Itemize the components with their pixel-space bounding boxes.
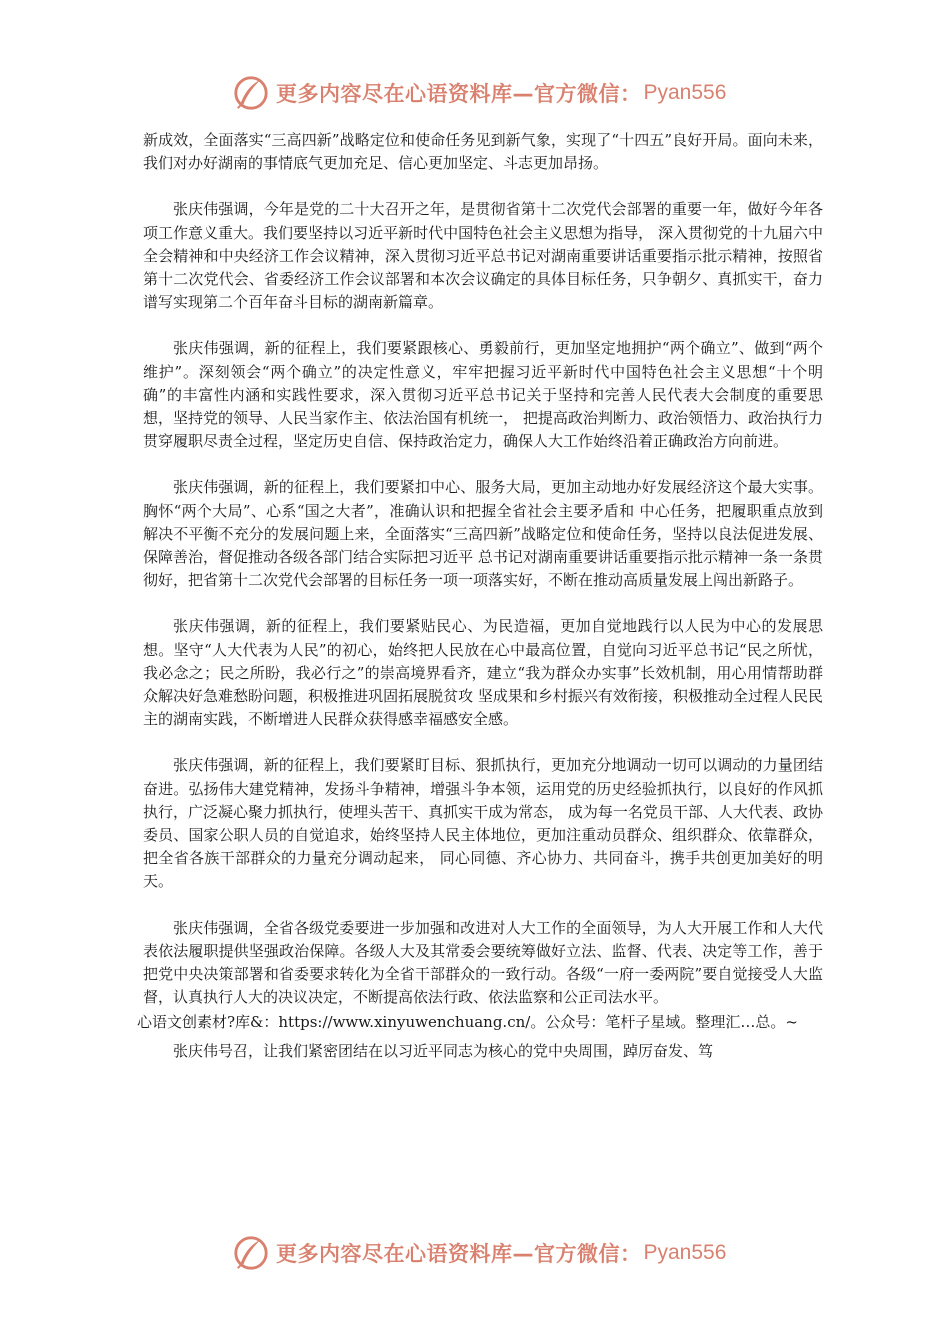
paragraph: 张庆伟强调，今年是党的二十大召开之年，是贯彻省第十二次党代会部署的重要一年，做好今年各项工作意义重大。我们要坚持以习近平新时代中国特色社会主义思想为指导， 深入贯彻党的十九届六中全会精神和中央经济工作会议精神，深入贯彻习近平总书记对湖南重要讲话重要指示批示精神，按照省第十二次党代会、省委经济工作会议部署和本次会议确定的具体目标任务，只争朝夕、真抓实干，奋力谱写实现第二个百年奋斗目标的湖南新篇章。 <box>143 200 823 312</box>
quill-logo-icon <box>232 74 270 112</box>
footer-banner-text: 更多内容尽在心语资料库—官方微信： <box>276 1242 642 1266</box>
source-note: 心语文创素材?库&：https://www.xinyuwenchuang.cn/。公众号：笔杆子星域。整理汇…总。~ <box>137 1012 798 1031</box>
quill-logo-icon <box>232 1234 270 1272</box>
article-body <box>137 129 823 1086</box>
paragraph: 张庆伟强调，新的征程上，我们要紧贴民心、为民造福，更加自觉地践行以人民为中心的发展思想。坚守“人大代表为人民”的初心，始终把人民放在心中最高位置，自觉向习近平总书记“民之所忧，我必念之；民之所盼，我必行之”的崇高境界看齐，建立“我为群众办实事”长效机制，用心用情帮助群众解决好急难愁盼问题，积极推进巩固拓展脱贫攻 坚成果和乡村振兴有效衔接，积极推动全过程人民民主的湖南实践，不断增进人民群众获得感幸福感安全感。 <box>143 617 823 729</box>
header-banner-text: 更多内容尽在心语资料库—官方微信： <box>276 82 642 106</box>
paragraph: 张庆伟强调，新的征程上，我们要紧盯目标、狠抓执行，更加充分地调动一切可以调动的力量团结奋进。弘扬伟大建党精神，发扬斗争精神，增强斗争本领，运用党的历史经验抓执行，以良好的作风抓执行，广泛凝心聚力抓执行，使埋头苦干、真抓实干成为常态， 成为每一名党员干部、人大代表、政协委员、国家公职人员的自觉追求，始终坚持人民主体地位，更加注重动员群众、组织群众、依靠群众，把全省各族干部群众的力量充分调动起来， 同心同德、齐心协力、共同奋斗，携手共创更加美好的明天。 <box>143 756 823 891</box>
paragraph: 新成效，全面落实“三高四新”战略定位和使命任务见到新气象，实现了“十四五”良好开局。面向未来，我们对办好湖南的事情底气更加充足、信心更加坚定、斗志更加昂扬。 <box>143 131 823 173</box>
paragraph: 张庆伟强调，新的征程上，我们要紧扣中心、服务大局，更加主动地办好发展经济这个最大实事。胸怀“两个大局”、心系“国之大者”，准确认识和把握全省社会主要矛盾和 中心任务，把履职重点放到解决不平衡不充分的发展问题上来，全面落实“三高四新”战略定位和使命任务，坚持以良法促进发展、保障善治，督促推动各级各部门结合实际把习近平 总书记对湖南重要讲话重要指示批示精神一条一条贯彻好，把省第十二次党代会部署的目标任务一项一项落实好，不断在推动高质量发展上闯出新路子。 <box>143 478 823 590</box>
footer-banner-handle: Pyan556 <box>643 1241 727 1264</box>
paragraph-last: 张庆伟号召，让我们紧密团结在以习近平同志为核心的党中央周围，踔厉奋发、笃 <box>173 1041 714 1060</box>
header-banner <box>232 73 726 113</box>
footer-banner <box>232 1233 726 1273</box>
paragraph: 张庆伟强调，新的征程上，我们要紧跟核心、勇毅前行，更加坚定地拥护“两个确立”、做到“两个维护”。深刻领会“两个确立”的决定性意义，牢牢把握习近平新时代中国特色社会主义思想“十个明确”的丰富性内涵和实践性要求，深入贯彻习近平总书记关于坚持和完善人民代表大会制度的重要思想，坚持党的领导、人民当家作主、依法治国有机统一， 把提高政治判断力、政治领悟力、政治执行力贯穿履职尽责全过程，坚定历史自信、保持政治定力，确保人大工作始终沿着正确政治方向前进。 <box>143 339 823 451</box>
header-banner-handle: Pyan556 <box>643 81 727 104</box>
paragraph: 张庆伟强调，全省各级党委要进一步加强和改进对人大工作的全面领导，为人大开展工作和人大代表依法履职提供坚强政治保障。各级人大及其常委会要统筹做好立法、监督、代表、决定等工作，善于把党中央决策部署和省委要求转化为全省干部群众的一致行动。各级“一府一委两院”要自觉接受人大监督，认真执行人大的决议决定，不断提高依法行政、依法监察和公正司法水平。 <box>143 918 823 1007</box>
